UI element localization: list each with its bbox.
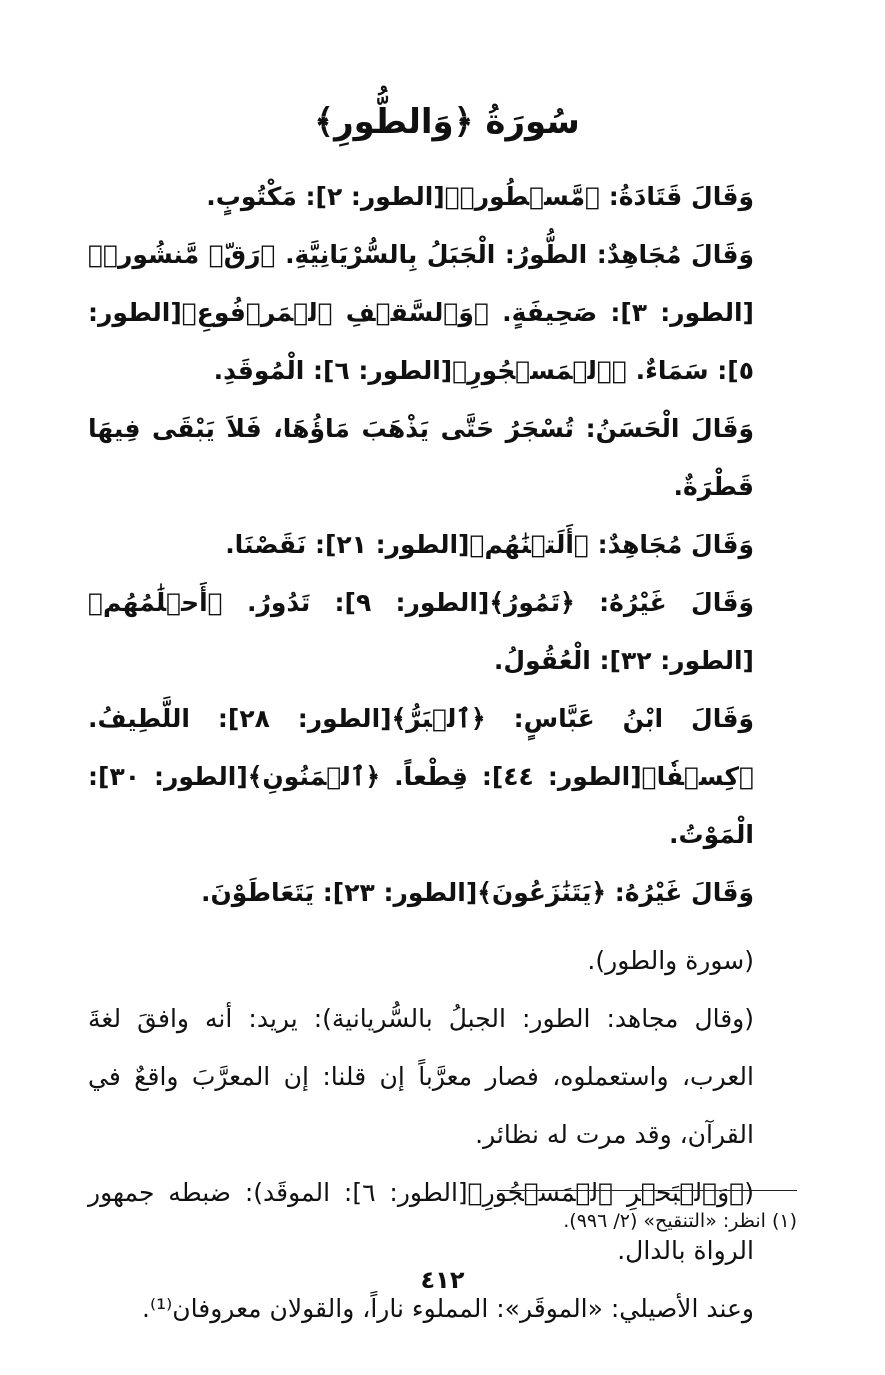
commentary-heading: (سورة والطور). [587, 946, 754, 976]
hadith-paragraph: وَقَالَ ابْنُ عَبَّاسٍ: ﴿ٱلۡبَرُّ﴾[الطور: ٢٨]: اللَّطِيفُ. ﴿كِسۡفٗا﴾[الطور: ٤٤]: قِطْعاً. ﴿ٱلۡمَنُونِ﴾[الطور: ٣٠]: الْمَوْتُ. [88, 704, 754, 850]
hadith-paragraph: وَقَالَ الْحَسَنُ: تُسْجَرُ حَتَّى يَذْهَبَ مَاؤُهَا، فَلاَ يَبْقَى فِيهَا قَطْرَةٌ. [88, 414, 754, 502]
surah-title: سُورَةُ ﴿وَالطُّورِ﴾ [314, 102, 580, 142]
footnote: (١) انظر: «التنقيح» (٢/ ٩٩٦). [563, 1210, 797, 1232]
page-number: ٤١٢ [420, 1266, 465, 1294]
hadith-paragraph: وَقَالَ مُجَاهِدٌ: الطُّورُ: الْجَبَلُ بِالسُّرْيَانِيَّةِ. ﴿رَقّٖ مَّنشُورٖ﴾[الطور: ٣]: صَحِيفَةٍ. ﴿وَٱلسَّقۡفِ ٱلۡمَرۡفُوعِ﴾[الطور: ٥]: سَمَاءٌ. ﴿ٱلۡمَسۡجُورِ﴾[الطور: ٦]: الْمُوقَدِ. [88, 240, 754, 386]
hadith-paragraph: وَقَالَ غَيْرُهُ: ﴿يَتَنَٰزَعُونَ﴾[الطور: ٢٣]: يَتَعَاطَوْنَ. [200, 878, 754, 908]
hadith-paragraph: وَقَالَ مُجَاهِدٌ: ﴿أَلَتۡنَٰهُم﴾[الطور: ٢١]: نَقَصْنَا. [225, 530, 754, 560]
page-body [88, 100, 806, 1338]
commentary-paragraph: (﴿وَٱلۡبَحۡرِ ٱلۡمَسۡجُورِ﴾[الطور: ٦]: الموقَد): ضبطه جمهور الرواة بالدال. [88, 1178, 754, 1266]
hadith-paragraph: وَقَالَ غَيْرُهُ: ﴿تَمُورُ﴾[الطور: ٩]: تَدُورُ. ﴿أَحۡلَٰمُهُم﴾[الطور: ٣٢]: الْعُقُولُ. [88, 588, 754, 676]
hadith-paragraph: وَقَالَ قَتَادَةُ: ﴿مَّسۡطُورٖ﴾[الطور: ٢]: مَكْتُوبٍ. [206, 182, 754, 212]
commentary-paragraph: وعند الأصيلي: «الموقَر»: المملوء ناراً، والقولان معروفان⁽¹⁾. [142, 1294, 754, 1324]
commentary-paragraph: (وقال مجاهد: الطور: الجبلُ بالسُّريانية): يريد: أنه وافقَ لغةَ العرب، واستعملوه، فصار معرَّباً إن قلنا: إن المعرَّبَ واقعٌ في القرآن، وقد مرت له نظائر. [88, 1004, 754, 1150]
footnote-divider [497, 1190, 797, 1191]
